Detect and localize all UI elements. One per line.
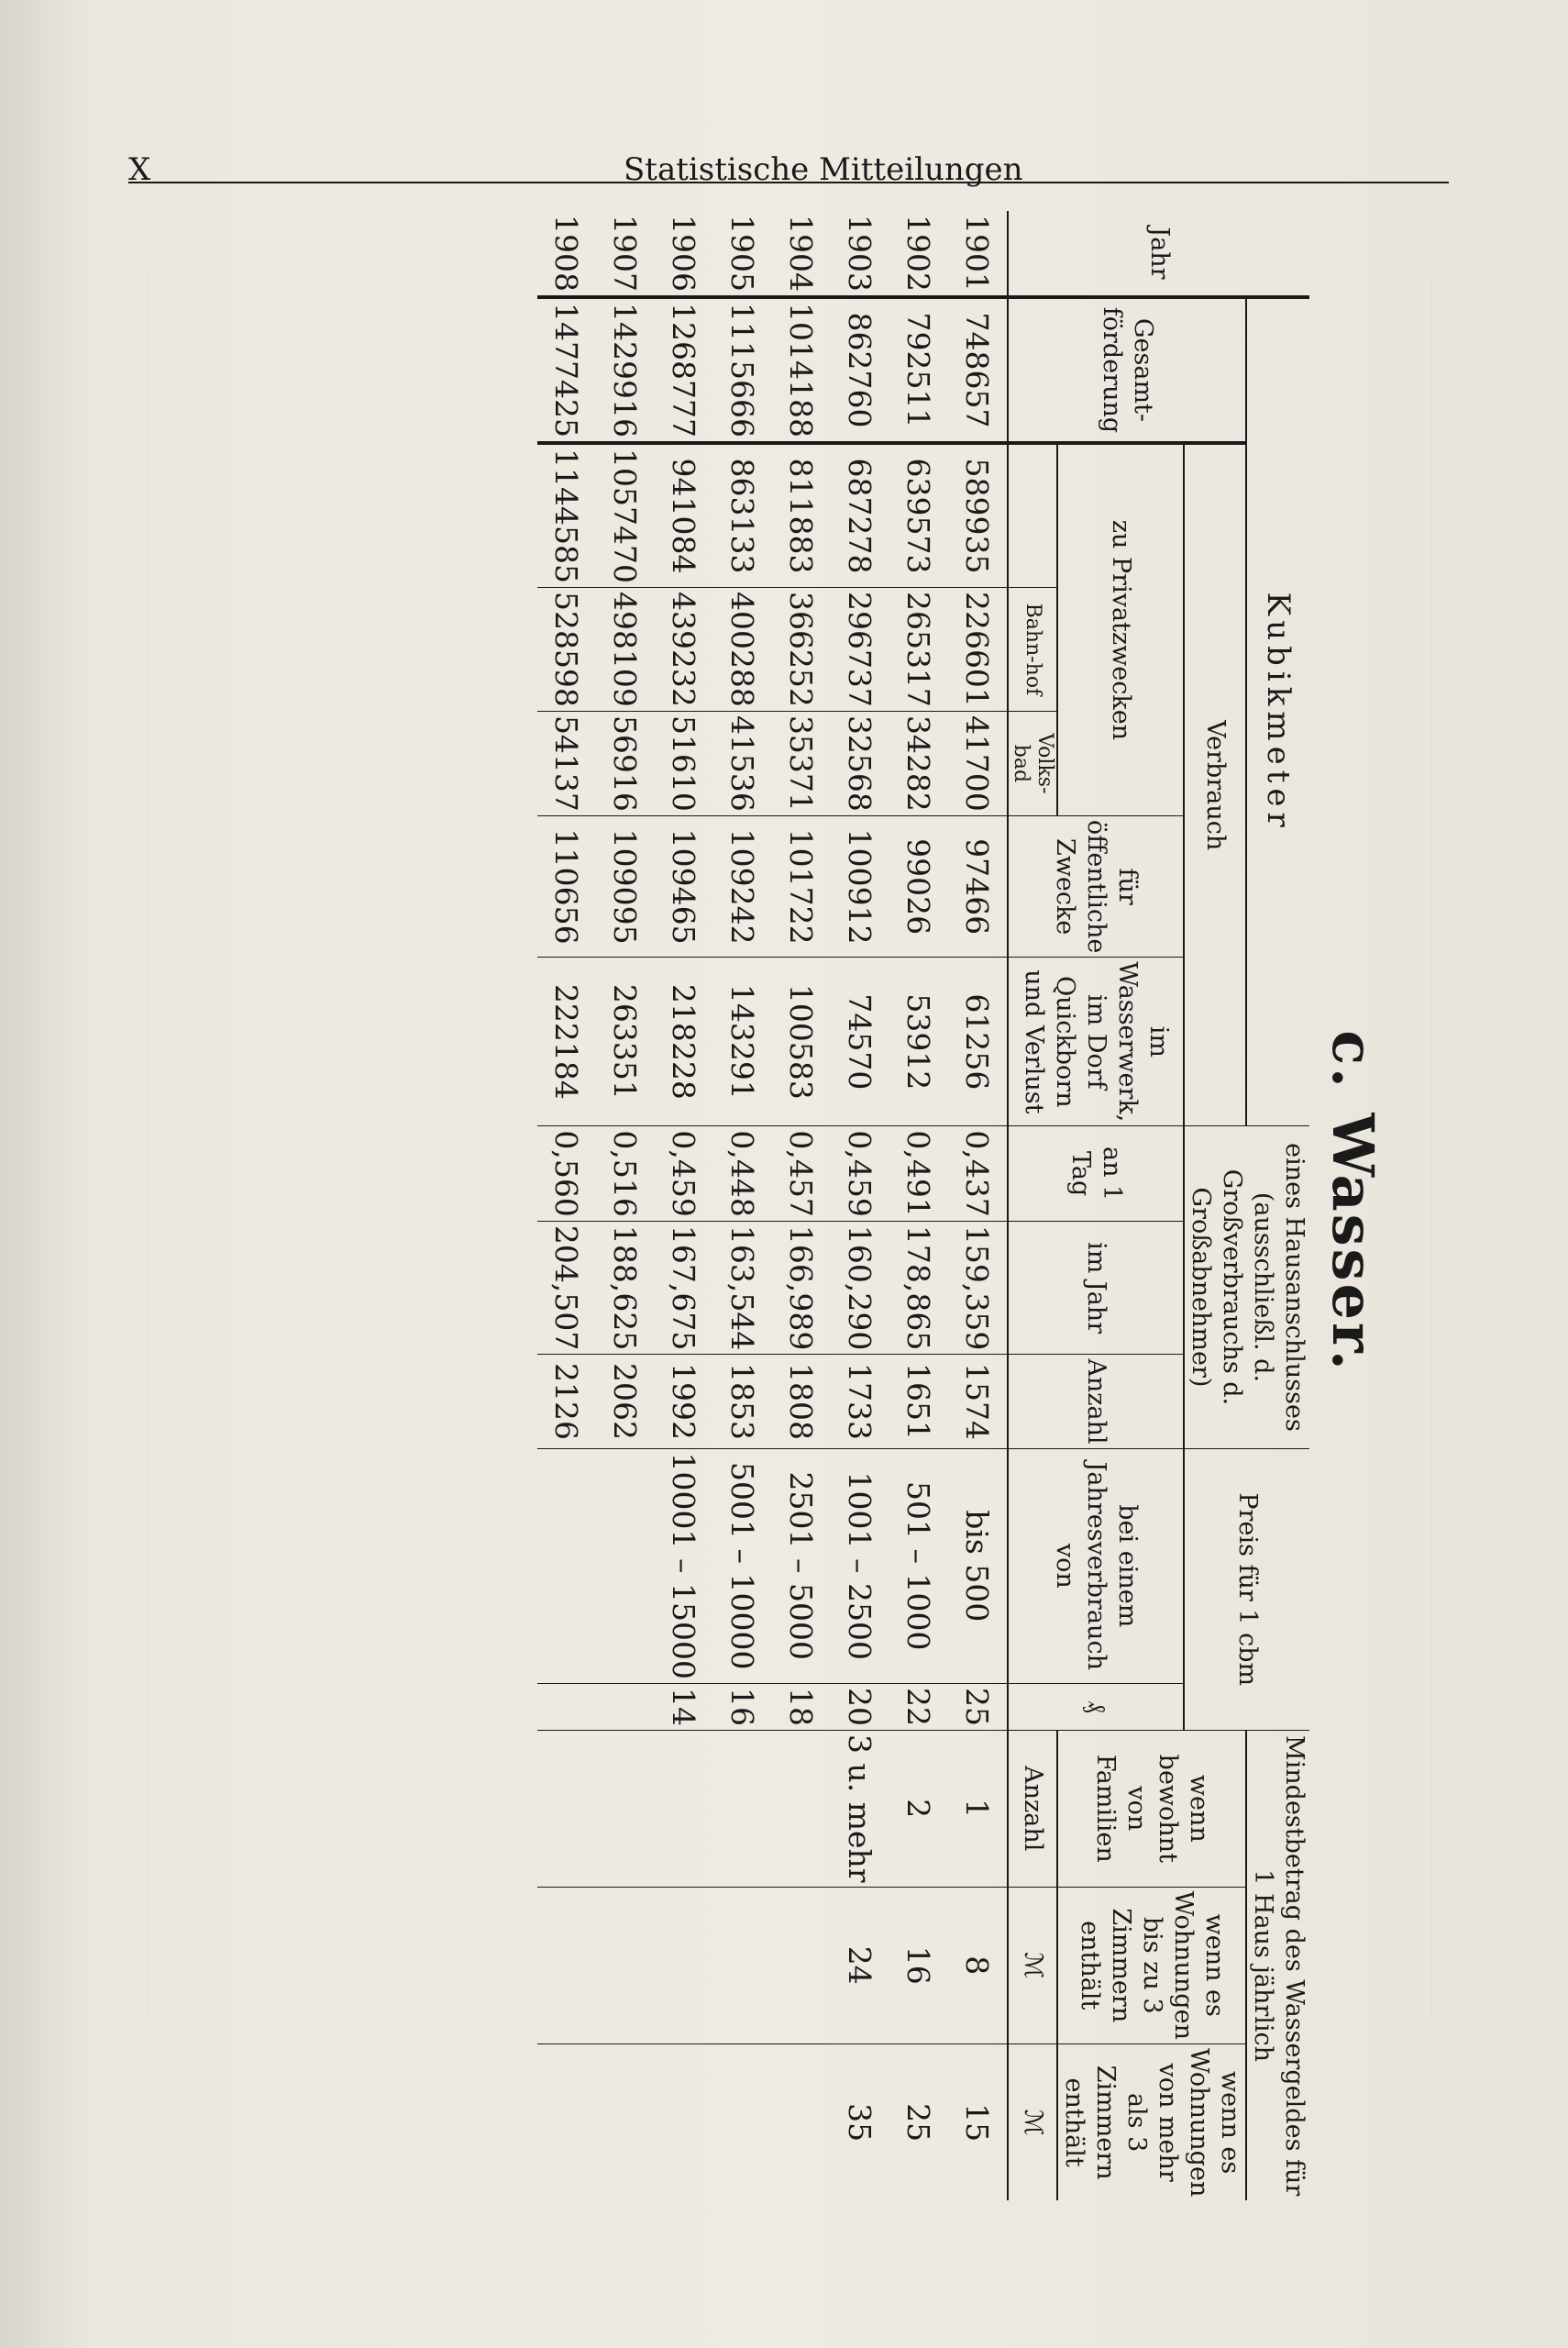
cell-oeffentlich: 110656 <box>537 815 596 957</box>
cell-volksbad: 32568 <box>831 711 889 815</box>
cell-privat: 1057470 <box>596 443 655 587</box>
cell-verlust: 61256 <box>948 958 1008 1126</box>
cell-privat: 589935 <box>948 443 1008 587</box>
cell-volksbad: 41536 <box>713 711 772 815</box>
cell-pf: 14 <box>655 1684 713 1731</box>
cell-bahnhof: 439232 <box>655 587 713 711</box>
cell-bis3: 16 <box>889 1887 948 2043</box>
cell-jahr: 1901 <box>948 211 1008 297</box>
header-gesamtfoerderung: Gesamt-förderung <box>1008 297 1246 443</box>
cell-bahnhof: 296737 <box>831 587 889 711</box>
cell-oeffentlich: 97466 <box>948 815 1008 957</box>
cell-cbm <box>537 1448 596 1683</box>
table-row <box>596 211 655 2200</box>
header-preis: Preis für 1 cbm <box>1184 1448 1309 1730</box>
cell-cbm: 10001 – 15000 <box>655 1448 713 1683</box>
header-privat: zu Privatzwecken <box>1057 443 1184 815</box>
cell-pf: 16 <box>713 1684 772 1731</box>
cell-gesamt: 862760 <box>831 297 889 443</box>
cell-anzahl: 1992 <box>655 1355 713 1448</box>
cell-familien: 2 <box>889 1731 948 1888</box>
cell-verlust: 53912 <box>889 958 948 1126</box>
header-volksbad: Volks-bad <box>1008 711 1057 815</box>
cell-bahnhof: 226601 <box>948 587 1008 711</box>
cell-gesamt: 1115666 <box>713 297 772 443</box>
cell-anzahl: 1574 <box>948 1355 1008 1448</box>
cell-familien <box>537 1731 596 1888</box>
cell-cbm: 5001 – 10000 <box>713 1448 772 1683</box>
header-pf: ₰ <box>1008 1684 1184 1731</box>
cell-privat: 811883 <box>772 443 831 587</box>
cell-bis3 <box>655 1887 713 2043</box>
cell-volksbad: 34282 <box>889 711 948 815</box>
cell-anzahl: 1651 <box>889 1355 948 1448</box>
cell-oeffentlich: 109242 <box>713 815 772 957</box>
table-row <box>537 211 596 2200</box>
cell-oeffentlich: 109095 <box>596 815 655 957</box>
cell-verlust: 263351 <box>596 958 655 1126</box>
header-bahnhof: Bahn-hof <box>1008 587 1057 711</box>
cell-gesamt: 792511 <box>889 297 948 443</box>
header-kubikmeter: Kubikmeter <box>1246 297 1309 1126</box>
cell-oeffentlich: 100912 <box>831 815 889 957</box>
cell-mehr3: 25 <box>900 2103 937 2143</box>
cell-tag: 0,459 <box>655 1126 713 1221</box>
header-jahr: Jahr <box>1008 211 1309 297</box>
cell-imjahr: 188,625 <box>596 1221 655 1354</box>
cell-jahr: 1903 <box>831 211 889 297</box>
cell-pf <box>537 1684 596 1731</box>
cell-verlust: 100583 <box>772 958 831 1126</box>
header-verlust: im Wasserwerk, im Dorf Quickborn und Verlust <box>1008 958 1184 1126</box>
page-number: X <box>128 151 151 188</box>
table-row <box>889 211 948 2200</box>
cell-privat: 941084 <box>655 443 713 587</box>
cell-privat: 1144585 <box>537 443 596 587</box>
cell-mehr3 <box>537 2043 596 2200</box>
water-statistics-table <box>537 211 1309 2200</box>
cell-familien <box>713 1731 772 1888</box>
cell-cbm: 2501 – 5000 <box>772 1448 831 1683</box>
cell-jahr: 1907 <box>596 211 655 297</box>
header-privat-total <box>1008 443 1057 587</box>
header-anzahl: Anzahl <box>1008 1355 1184 1448</box>
header-hausanschluss: eines Hausanschlusses (ausschließl. d. Großverbrauchs d. Großabnehmer) <box>1184 1126 1309 1448</box>
cell-privat: 639573 <box>889 443 948 587</box>
cell-familien: 1 <box>948 1731 1008 1888</box>
cell-tag: 0,448 <box>713 1126 772 1221</box>
cell-bis3 <box>772 1887 831 2043</box>
header-mindestbetrag: Mindestbetrag des Wassergeldes für 1 Haus jährlich <box>1246 1731 1309 2201</box>
header-an1tag: an 1 Tag <box>1008 1126 1184 1221</box>
cell-volksbad: 51610 <box>655 711 713 815</box>
table-row <box>713 211 772 2200</box>
cell-tag: 0,560 <box>537 1126 596 1221</box>
cell-jahr: 1905 <box>713 211 772 297</box>
cell-verlust: 74570 <box>831 958 889 1126</box>
cell-bis3 <box>713 1887 772 2043</box>
cell-anzahl: 1733 <box>831 1355 889 1448</box>
cell-tag: 0,437 <box>948 1126 1008 1221</box>
cell-cbm: 1001 – 2500 <box>831 1448 889 1683</box>
cell-tag: 0,459 <box>831 1126 889 1221</box>
cell-imjahr: 160,290 <box>831 1221 889 1354</box>
cell-gesamt: 748657 <box>948 297 1008 443</box>
cell-privat: 687278 <box>831 443 889 587</box>
cell-cbm <box>596 1448 655 1683</box>
cell-imjahr: 163,544 <box>713 1221 772 1354</box>
cell-anzahl: 1853 <box>713 1355 772 1448</box>
cell-gesamt: 1014188 <box>772 297 831 443</box>
cell-jahr: 1902 <box>889 211 948 297</box>
cell-jahr: 1906 <box>655 211 713 297</box>
cell-volksbad: 35371 <box>772 711 831 815</box>
cell-imjahr: 159,359 <box>948 1221 1008 1354</box>
cell-cbm: 501 – 1000 <box>889 1448 948 1683</box>
cell-gesamt: 1477425 <box>537 297 596 443</box>
header-wenn-bis3: wenn es Wohnungen bis zu 3 Zimmern enthält <box>1057 1887 1246 2043</box>
cell-bis3 <box>596 1887 655 2043</box>
cell-mehr3 <box>596 2043 655 2200</box>
cell-gesamt: 1429916 <box>596 297 655 443</box>
cell-verlust: 222184 <box>537 958 596 1126</box>
cell-verlust: 218228 <box>655 958 713 1126</box>
cell-volksbad: 54137 <box>537 711 596 815</box>
cell-bahnhof: 400288 <box>713 587 772 711</box>
cell-bis3: 24 <box>831 1887 889 2043</box>
cell-oeffentlich: 109465 <box>655 815 713 957</box>
cell-imjahr: 166,989 <box>772 1221 831 1354</box>
cell-mehr3: 35 <box>842 2103 878 2143</box>
section-title: c. Wasser. <box>1320 1030 1386 1373</box>
cell-mehr3 <box>713 2043 772 2200</box>
cell-tag: 0,491 <box>889 1126 948 1221</box>
cell-pf: 22 <box>889 1684 948 1731</box>
header-rule <box>128 182 1449 183</box>
cell-imjahr: 178,865 <box>889 1221 948 1354</box>
header-anzahl-fam: Anzahl <box>1008 1731 1057 1888</box>
header-mark-mehr3: ℳ <box>1008 2043 1057 2200</box>
header-mark-bis3: ℳ <box>1008 1887 1057 2043</box>
cell-bahnhof: 265317 <box>889 587 948 711</box>
cell-anzahl: 1808 <box>772 1355 831 1448</box>
header-wenn-mehr3: wenn es Wohnungen von mehr als 3 Zimmern enthält <box>1057 2043 1246 2200</box>
cell-imjahr: 204,507 <box>537 1221 596 1354</box>
cell-jahr: 1908 <box>537 211 596 297</box>
cell-anzahl: 2062 <box>596 1355 655 1448</box>
cell-volksbad: 41700 <box>948 711 1008 815</box>
cell-oeffentlich: 101722 <box>772 815 831 957</box>
cell-gesamt: 1268777 <box>655 297 713 443</box>
cell-pf: 18 <box>772 1684 831 1731</box>
cell-volksbad: 56916 <box>596 711 655 815</box>
cell-tag: 0,516 <box>596 1126 655 1221</box>
cell-mehr3 <box>655 2043 713 2200</box>
table-row <box>831 211 889 2200</box>
cell-bis3 <box>537 1887 596 2043</box>
cell-bis3: 8 <box>948 1887 1008 2043</box>
cell-cbm: bis 500 <box>948 1448 1008 1683</box>
cell-pf <box>596 1684 655 1731</box>
cell-pf: 25 <box>948 1684 1008 1731</box>
table-row <box>772 211 831 2200</box>
cell-bahnhof: 528598 <box>537 587 596 711</box>
header-bei-jahresverbrauch: bei einem Jahresverbrauch von <box>1008 1448 1184 1683</box>
cell-tag: 0,457 <box>772 1126 831 1221</box>
cell-verlust: 143291 <box>713 958 772 1126</box>
cell-jahr: 1904 <box>772 211 831 297</box>
cell-bahnhof: 498109 <box>596 587 655 711</box>
cell-bahnhof: 366252 <box>772 587 831 711</box>
header-verbrauch: Verbrauch <box>1184 443 1246 1126</box>
cell-familien <box>596 1731 655 1888</box>
header-imjahr: im Jahr <box>1008 1221 1184 1354</box>
cell-familien <box>772 1731 831 1888</box>
cell-privat: 863133 <box>713 443 772 587</box>
cell-imjahr: 167,675 <box>655 1221 713 1354</box>
running-head: Statistische Mitteilungen <box>624 151 1023 188</box>
header-oeffentlich: für öffentliche Zwecke <box>1008 815 1184 957</box>
cell-mehr3: 15 <box>959 2103 996 2143</box>
rotated-table-block <box>193 211 1386 2198</box>
cell-mehr3 <box>772 2043 831 2200</box>
cell-familien: 3 u. mehr <box>831 1731 889 1888</box>
cell-oeffentlich: 99026 <box>889 815 948 957</box>
cell-pf: 20 <box>831 1684 889 1731</box>
table-row <box>948 211 1008 2200</box>
cell-familien <box>655 1731 713 1888</box>
header-wenn-familien: wenn bewohnt von Familien <box>1057 1731 1246 1888</box>
table-row <box>655 211 713 2200</box>
cell-anzahl: 2126 <box>537 1355 596 1448</box>
